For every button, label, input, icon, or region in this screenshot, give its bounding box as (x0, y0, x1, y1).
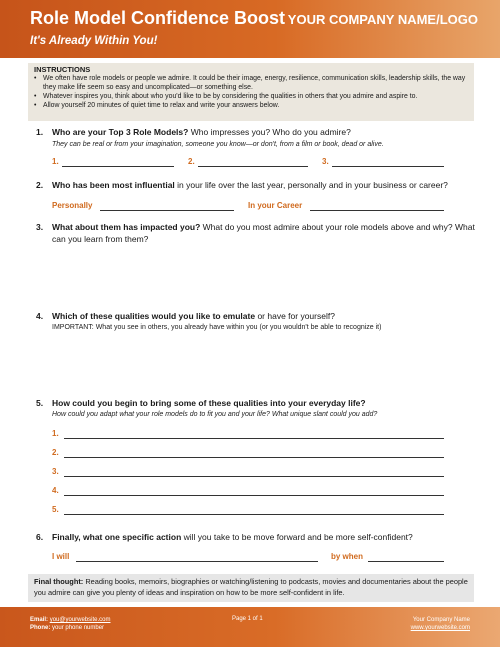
answer-label-3: 3. (52, 467, 59, 476)
question-text (52, 532, 482, 544)
instructions-box (28, 63, 474, 121)
role-model-3-field[interactable] (332, 166, 444, 167)
personally-label: Personally (52, 201, 93, 210)
quality-answer-field-1[interactable] (64, 438, 444, 439)
question-number: 3. (36, 222, 44, 232)
career-field[interactable] (310, 210, 444, 211)
answer-label-2: 2. (52, 448, 59, 457)
question-number: 2. (36, 180, 44, 190)
question-4-hint: IMPORTANT: What you see in others, you already have within you (or you wouldn't be able to recognize it) (52, 324, 382, 331)
footer-banner (0, 607, 500, 647)
deadline-field[interactable] (368, 561, 444, 562)
answer-label-5: 5. (52, 505, 59, 514)
company-logo-placeholder: YOUR COMPANY NAME/LOGO (287, 12, 478, 27)
personally-field[interactable] (100, 210, 234, 211)
career-label: In your Career (248, 201, 303, 210)
question-number: 5. (36, 398, 44, 408)
question-number: 1. (36, 127, 44, 137)
question-text (52, 222, 482, 245)
header-banner (0, 0, 500, 58)
question-rest-text: in your life over the last year, personally and in your business or career? (174, 180, 448, 190)
question-bold-text: What about them has impacted you? (52, 222, 201, 232)
answer-label-1: 1. (52, 429, 59, 438)
quality-answer-field-2[interactable] (64, 457, 444, 458)
final-thought-box (28, 574, 474, 602)
qualities-answer-area[interactable] (52, 336, 444, 392)
by-when-label: by when (331, 552, 364, 561)
website-link[interactable]: www.yourwebsite.com (410, 625, 470, 631)
question-rest-text: or have for yourself? (255, 311, 335, 321)
answer-label-1: 1. (52, 157, 59, 166)
question-text (52, 311, 482, 323)
quality-answer-field-3[interactable] (64, 476, 444, 477)
question-bold-text: Finally, what one specific action (52, 532, 182, 542)
email-label: Email: (30, 617, 49, 623)
instructions-heading: INSTRUCTIONS (34, 65, 91, 74)
question-text (52, 180, 482, 192)
question-rest-text: will you take to be move forward and be more self-confident? (181, 532, 413, 542)
question-rest-text: What do you most admire about your role models above and why? What can you learn from them? (52, 222, 475, 244)
question-number: 6. (36, 532, 44, 542)
phone-label: Phone: (30, 625, 51, 631)
final-thought-text: Reading books, memoirs, biographies or watching/listening to podcasts, movies and documentaries about the people you admire can give you plenty of ideas and inspiration on how to be more self-confident in life. (34, 577, 468, 597)
document-subtitle: It's Already Within You! (30, 35, 158, 47)
action-field[interactable] (76, 561, 318, 562)
document-title: Role Model Confidence Boost (30, 8, 286, 28)
final-thought-label: Final thought: (34, 577, 84, 586)
email-link[interactable]: you@yourwebsite.com (49, 617, 111, 623)
company-name: Your Company Name (412, 617, 470, 623)
question-text (52, 398, 482, 410)
quality-answer-field-5[interactable] (64, 514, 444, 515)
question-text (52, 127, 482, 139)
instruction-item: • Whatever inspires you, think about who you'd like to be by considering the qualities in others that you admire and aspire to. (34, 92, 468, 101)
instruction-item: • We often have role models or people we admire. It could be their image, energy, resilience, communication skills, leadership skills, the way they make life seem so easy and uncomplicated—or something else. (34, 74, 468, 92)
answer-label-4: 4. (52, 486, 59, 495)
question-number: 4. (36, 311, 44, 321)
answer-label-2: 2. (188, 157, 195, 166)
i-will-label: I will (52, 552, 70, 561)
quality-answer-field-4[interactable] (64, 495, 444, 496)
page-number: Page 1 of 1 (232, 616, 263, 622)
instructions-list (34, 74, 468, 110)
question-bold-text: Who are your Top 3 Role Models? (52, 127, 189, 137)
question-bold-text: How could you begin to bring some of these qualities into your everyday life? (52, 398, 366, 408)
footer-contact (30, 616, 110, 632)
role-model-1-field[interactable] (62, 166, 174, 167)
question-5-hint: How could you adapt what your role models do to fit you and your life? What unique slant could you add? (52, 411, 378, 418)
answer-label-3: 3. (322, 157, 329, 166)
question-bold-text: Who has been most influential (52, 180, 175, 190)
impact-answer-area[interactable] (52, 248, 444, 304)
question-1-hint: They can be real or from your imagination, someone you know—or don't, from a film or book, dead or alive. (52, 141, 384, 148)
footer-company (411, 616, 470, 632)
role-model-2-field[interactable] (198, 166, 308, 167)
question-rest-text: Who impresses you? Who do you admire? (188, 127, 351, 137)
phone-number: your phone number (52, 625, 105, 631)
instruction-item: • Allow yourself 20 minutes of quiet time to relax and write your answers below. (34, 101, 468, 110)
question-bold-text: Which of these qualities would you like to emulate (52, 311, 256, 321)
